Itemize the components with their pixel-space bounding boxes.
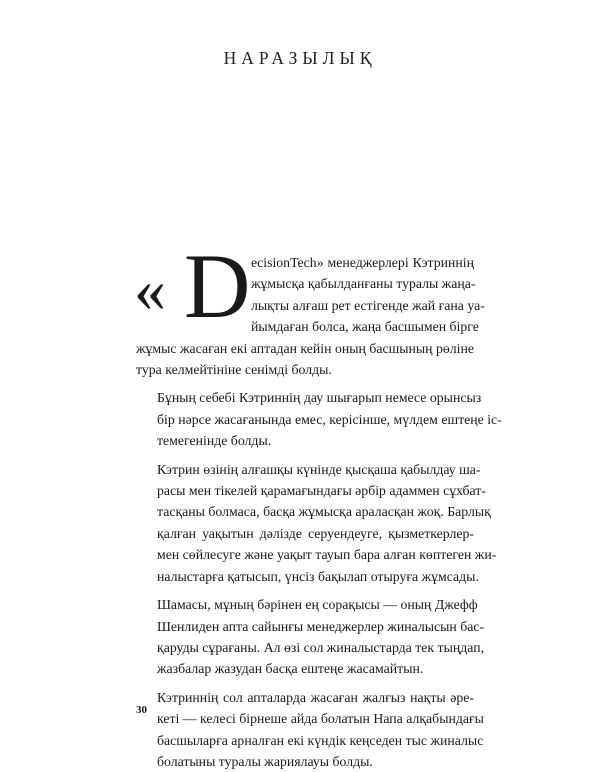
text-line: тура келмейтініне сенімді болды. bbox=[136, 362, 332, 378]
chapter-title: НАРАЗЫЛЫҚ bbox=[223, 48, 377, 68]
text-line: лықты алғаш рет естігенде жай ғана уа- bbox=[251, 297, 485, 313]
text-line: болатыны туралы жариялауы болды. bbox=[157, 753, 373, 769]
text-line: бір нәрсе жасағанында емес, керісінше, мүлдем ештеңе іс- bbox=[157, 411, 502, 427]
text-line: жұмыс жасаған екі аптадан кейін оның басшының рөліне bbox=[136, 340, 475, 356]
text-line: мен сөйлесуге және уақыт тауып бара алған көптеген жи- bbox=[157, 547, 497, 563]
paragraph-3 bbox=[136, 459, 497, 587]
text-line: Шенлиден апта сайынғы менеджерлер жиналысын бас- bbox=[157, 618, 485, 634]
paragraph-2 bbox=[136, 387, 502, 451]
text-line: Кэтрин өзінің алғашқы күнінде қысқаша қабылдау ша- bbox=[157, 461, 481, 477]
text-line: Кэтриннің сол апталарда жасаған жалғыз нақты әре- bbox=[157, 689, 474, 705]
paragraph-5 bbox=[136, 687, 484, 772]
text-line: кеті — келесі бірнеше айда болатын Напа алқабындағы bbox=[157, 711, 484, 727]
paragraph-4 bbox=[136, 594, 485, 680]
paragraph-1-lead bbox=[136, 252, 485, 338]
text-line: Шамасы, мұның бәрінен ең сорақысы — оның Джефф bbox=[157, 597, 478, 613]
text-line: Бұның себебі Кэтриннің дау шығарып немесе орынсыз bbox=[157, 390, 482, 406]
text-line: басшыларға арналған екі күндік кеңседен тыс жиналыс bbox=[157, 732, 484, 748]
text-line: тасқаны болмаса, басқа жұмысқа араласқан жоқ. Барлық bbox=[157, 504, 491, 520]
page-number: 30 bbox=[136, 704, 147, 716]
text-line: йымдаған болса, жаңа басшымен бірге bbox=[251, 319, 479, 335]
body-text bbox=[136, 252, 502, 772]
text-line: жазбалар жазудан басқа ештеңе жасамайтын. bbox=[157, 661, 424, 677]
guillemet-ornament: « bbox=[134, 254, 166, 325]
text-line: қалған уақытын дәлізде серуендеуге, қызметкерлер- bbox=[157, 525, 474, 541]
text-line: жұмысқа қабылданғаны туралы жаңа- bbox=[251, 276, 476, 292]
paragraph-1 bbox=[136, 252, 485, 380]
text-line: қаруды сұрағаны. Ал өзі сол жиналыстарда тек тыңдап, bbox=[157, 639, 485, 655]
text-line: темегенінде болды. bbox=[157, 433, 272, 449]
text-line: расы мен тікелей қарамағындағы әрбір адаммен сұхбат- bbox=[157, 483, 486, 499]
drop-cap: D bbox=[184, 235, 251, 337]
text-line: налыстарға қатысып, үнсіз бақылап отыруға жұмсады. bbox=[157, 568, 479, 584]
text-line: ecisionTech» менеджерлері Кэтриннің bbox=[251, 255, 474, 270]
